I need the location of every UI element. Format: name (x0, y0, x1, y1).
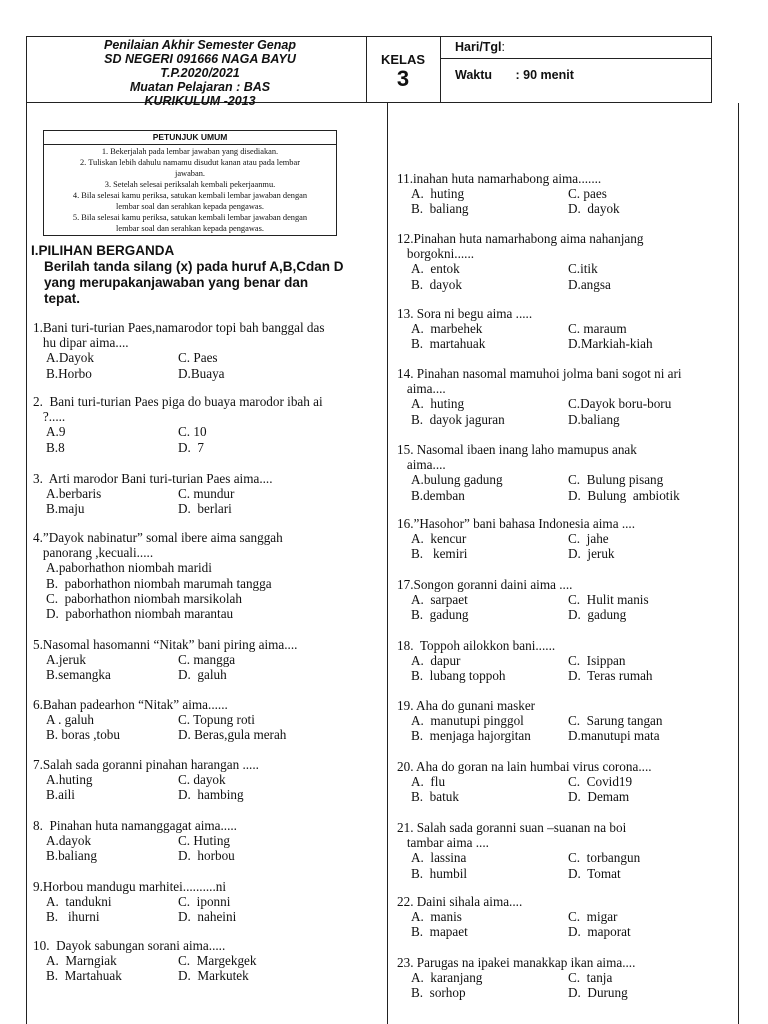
question-text: 6.Bahan padearhon “Nitak” aima...... (33, 697, 228, 712)
answer-option: D.Markiah-kiah (568, 336, 653, 352)
answer-option: B. ihurni (46, 909, 100, 925)
answer-option: A . galuh (46, 712, 94, 728)
question-text: 2. Bani turi-turian Paes piga do buaya marodor ibah ai (33, 394, 323, 409)
answer-option: C. Hulit manis (568, 592, 649, 608)
answer-option: B.baliang (46, 848, 97, 864)
answer-option: D. maporat (568, 924, 631, 940)
waktu-value: : 90 menit (515, 68, 574, 82)
question-text: 15. Nasomal ibaen inang laho mamupus anak (397, 442, 637, 457)
hari-tgl-colon: : (501, 40, 506, 54)
answer-option: A. sarpaet (411, 592, 468, 608)
instruction-line: Berilah tanda silang (x) pada huruf A,B,Cdan D (44, 259, 344, 274)
answer-option: A. marbehek (411, 321, 483, 337)
header-school-name: SD NEGERI 091666 NAGA BAYU (104, 52, 296, 66)
answer-option: B. martahuak (411, 336, 486, 352)
answer-option: C. Isippan (568, 653, 626, 669)
question-text: 12.Pinahan huta namarhabong aima nahanjang (397, 231, 644, 246)
answer-option: A. manutupi pinggol (411, 713, 524, 729)
answer-option: B. dayok (411, 276, 462, 292)
answer-option: C. Paes (178, 350, 218, 366)
answer-option: A. karanjang (411, 970, 483, 986)
petunjuk-title: PETUNJUK UMUM (44, 131, 336, 145)
question-text: 14. Pinahan nasomal mamuhoi jolma bani sogot ni ari (397, 366, 682, 381)
answer-option: C. paborhathon niombah marsikolah (46, 590, 242, 606)
answer-option: A.jeruk (46, 652, 86, 668)
answer-option: B.aili (46, 787, 75, 803)
question-text: 1.Bani turi-turian Paes,namarodor topi bah banggal das (33, 320, 325, 335)
answer-option: A. Marngiak (46, 953, 117, 969)
header-exam-title: Penilaian Akhir Semester Genap (104, 38, 296, 52)
question-text: aima.... (397, 457, 446, 473)
answer-option: C. Sarung tangan (568, 713, 663, 729)
answer-option: C.Dayok boru-boru (568, 396, 672, 412)
petunjuk-umum-box (43, 130, 337, 236)
waktu-field (455, 68, 574, 82)
question-text: 8. Pinahan huta namanggagat aima..... (33, 818, 237, 833)
answer-option: A. huting (411, 396, 465, 412)
answer-option: A. tandukni (46, 894, 112, 910)
answer-option: C. mundur (178, 486, 235, 502)
answer-option: C. Topung roti (178, 712, 255, 728)
answer-option: C. Margekgek (178, 953, 257, 969)
answer-option: B. Martahuak (46, 968, 122, 984)
answer-option: D. berlari (178, 501, 232, 517)
answer-option: D. jeruk (568, 546, 615, 562)
answer-option: D. paborhathon niombah marantau (46, 606, 234, 621)
answer-option: A. dapur (411, 653, 461, 669)
answer-option: C. Huting (178, 833, 231, 849)
answer-option: B. mapaet (411, 924, 468, 940)
answer-option: C. tanja (568, 970, 613, 986)
question-text: 19. Aha do gunani masker (397, 698, 536, 713)
answer-option: B. boras ,tobu (46, 727, 120, 743)
question-text: 5.Nasomal hasomanni “Nitak” bani piring aima.... (33, 637, 298, 652)
question-text: 21. Salah sada goranni suan –suanan na boi (397, 820, 627, 835)
answer-option: A.9 (46, 424, 66, 440)
question-text: 10. Dayok sabungan sorani aima..... (33, 938, 226, 953)
answer-option: B.Horbo (46, 365, 92, 381)
header-school-year: T.P.2020/2021 (160, 66, 240, 80)
question-text: 22. Daini sihala aima.... (397, 894, 523, 909)
answer-option: D. gadung (568, 607, 627, 623)
answer-option: B.semangka (46, 667, 111, 683)
center-column-border (387, 103, 388, 1024)
header-subject: Muatan Pelajaran : BAS (129, 80, 271, 94)
kelas-label: KELAS (380, 52, 426, 67)
right-column-border (738, 103, 739, 1024)
answer-option: D. Durung (568, 985, 628, 1001)
question-text: 20. Aha do goran na lain humbai virus corona.... (397, 759, 652, 774)
answer-option: D.manutupi mata (568, 728, 660, 744)
question-text: hu dipar aima.... (33, 335, 129, 351)
answer-option: D. Demam (568, 789, 630, 805)
question-text: 4.”Dayok nabinatur” somal ibere aima sanggah (33, 530, 283, 545)
answer-option: C. dayok (178, 772, 226, 788)
petunjuk-line: 4. Bila selesai kamu periksa, satukan kembali lembar jawaban dengan (72, 191, 308, 200)
answer-option: D. Teras rumah (568, 668, 653, 684)
question-text: 18. Toppoh ailokkon bani...... (397, 638, 556, 653)
answer-option: C. iponni (178, 894, 231, 910)
answer-option: C.itik (568, 261, 598, 277)
answer-option: C. 10 (178, 424, 207, 440)
answer-option: D. naheini (178, 909, 237, 925)
answer-option: C. torbangun (568, 850, 641, 866)
answer-option: D. galuh (178, 667, 227, 683)
answer-option: D. horbou (178, 848, 235, 864)
header-curriculum: KURIKULUM -2013 (144, 94, 256, 108)
answer-option: C. Covid19 (568, 774, 633, 790)
answer-option: A.berbaris (46, 486, 102, 502)
hari-tgl-label: Hari/Tgl (455, 40, 502, 54)
question-text: 23. Parugas na ipakei manakkap ikan aima.... (397, 955, 636, 970)
petunjuk-line: lembar soal dan serahkan kepada pengawas. (116, 202, 264, 211)
answer-option: B. gadung (411, 607, 469, 623)
question-text: 3. Arti marodor Bani turi-turian Paes aima.... (33, 471, 273, 486)
instruction-line: tepat. (44, 291, 81, 306)
left-column-border (26, 103, 27, 1024)
answer-option: A. kencur (411, 531, 467, 547)
answer-option: D. 7 (178, 439, 205, 455)
petunjuk-line: 5. Bila selesai kamu periksa, satukan kembali lembar jawaban dengan (72, 213, 308, 222)
question-text: 9.Horbou mandugu marhitei..........ni (33, 879, 227, 894)
answer-option: A. huting (411, 186, 465, 202)
answer-option: C. migar (568, 909, 618, 925)
answer-option: D.baliang (568, 411, 620, 427)
instruction-line: yang merupakanjawaban yang benar dan (44, 275, 309, 290)
petunjuk-line: 3. Setelah selesai periksalah kembali pekerjaanmu. (104, 180, 276, 189)
header-row-divider (440, 58, 712, 59)
answer-option: D. Tomat (568, 865, 621, 881)
answer-option: C. maraum (568, 321, 627, 337)
question-text: aima.... (397, 381, 446, 397)
question-text: panorang ,kecuali..... (33, 545, 154, 561)
answer-option: C. jahe (568, 531, 609, 547)
question-text: 7.Salah sada goranni pinahan harangan ..... (33, 757, 259, 772)
header-school-info (40, 38, 360, 108)
question-text: 11.inahan huta namarhabong aima....... (397, 171, 602, 186)
answer-option: B. humbil (411, 865, 468, 881)
answer-option: A.bulung gadung (411, 472, 503, 488)
petunjuk-line: lembar soal dan serahkan kepada pengawas. (116, 224, 264, 233)
section-title: I.PILIHAN BERGANDA (31, 243, 175, 258)
answer-option: D. hambing (178, 787, 244, 803)
question-text: tambar aima .... (397, 835, 489, 851)
answer-option: B.demban (411, 487, 465, 503)
petunjuk-line: 2. Tuliskan lebih dahulu namamu disudut kanan atau pada lembar (79, 158, 301, 167)
answer-option: A.dayok (46, 833, 92, 849)
hari-tgl-field (455, 40, 505, 54)
answer-option: B. lubang toppoh (411, 668, 506, 684)
answer-option: B. sorhop (411, 985, 466, 1001)
answer-option: D.Buaya (178, 365, 225, 381)
section-instruction (44, 259, 384, 307)
answer-option: B. menjaga hajorgitan (411, 728, 531, 744)
answer-option: D. Markutek (178, 968, 249, 984)
answer-option: A. entok (411, 261, 460, 277)
question-text: borgokni...... (397, 246, 475, 262)
answer-option: A.huting (46, 772, 93, 788)
question-text: ?..... (33, 409, 66, 425)
question-text: 13. Sora ni begu aima ..... (397, 306, 533, 321)
answer-option: C. Bulung pisang (568, 472, 664, 488)
answer-option: B.maju (46, 501, 85, 517)
question-text: 17.Songon goranni daini aima .... (397, 577, 573, 592)
petunjuk-line: 1. Bekerjalah pada lembar jawaban yang disediakan. (101, 147, 279, 156)
answer-option: B. paborhathon niombah marumah tangga (46, 575, 272, 591)
answer-option: D. Bulung ambiotik (568, 487, 680, 503)
kelas-value: 3 (396, 66, 410, 91)
header-divider-2 (440, 36, 441, 103)
answer-option: A. manis (411, 909, 462, 925)
answer-option: B. dayok jaguran (411, 411, 505, 427)
question-text: 16.”Hasohor” bani bahasa Indonesia aima .... (397, 516, 636, 531)
petunjuk-line: jawaban. (175, 169, 205, 178)
answer-option: B. batuk (411, 789, 459, 805)
answer-option: D. dayok (568, 201, 620, 217)
answer-option: A. flu (411, 774, 446, 790)
answer-option: B.8 (46, 439, 65, 455)
answer-option: A. lassina (411, 850, 467, 866)
answer-option: D.angsa (568, 276, 611, 292)
answer-option: D. Beras,gula merah (178, 727, 287, 743)
answer-option: B. kemiri (411, 546, 468, 562)
answer-option: C. mangga (178, 652, 236, 668)
answer-option: A.Dayok (46, 350, 94, 366)
answer-option: A.paborhathon niombah maridi (46, 560, 212, 576)
answer-option: C. paes (568, 186, 607, 202)
waktu-label: Waktu (455, 68, 493, 82)
answer-option: B. baliang (411, 201, 469, 217)
